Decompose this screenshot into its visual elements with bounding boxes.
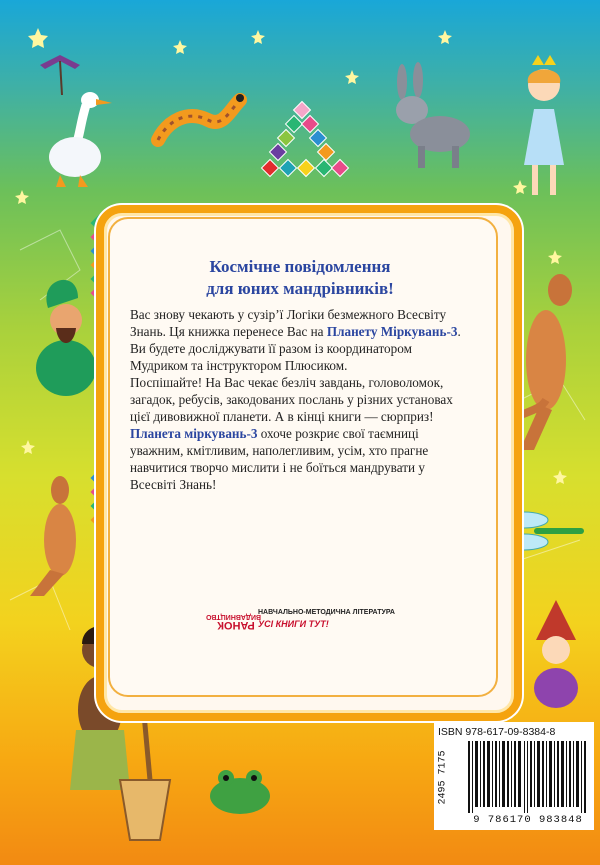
publisher-brand: РАНОК: [217, 619, 255, 632]
publisher-category: НАВЧАЛЬНО-МЕТОДИЧНА ЛІТЕРАТУРА: [258, 609, 395, 616]
publisher-logo: [206, 604, 395, 662]
star-icon: [345, 70, 359, 84]
star-icon: [21, 440, 35, 454]
publisher-slogan: УСІ КНИГИ ТУТ!: [258, 619, 329, 629]
paragraph-1-text-b: . Ви будете досліджувати її разом із координатором Мудриком та інструктором Плюсиком.: [130, 324, 461, 373]
paragraph-3-text: охоче розкриє свої таємниці уважним, кмітливим, наполегливим, усім, хто прагне навчитися творчо мислити і не боїться мандрувати у Всесвіті Знань!: [130, 426, 429, 492]
girl-illustration: [494, 45, 594, 205]
paragraph-3: [130, 425, 470, 493]
cover-title: [110, 256, 490, 300]
publisher-vertical: [206, 604, 261, 662]
donkey-illustration: [378, 62, 478, 172]
star-icon: [438, 30, 452, 44]
cover-description: [130, 306, 470, 493]
star-icon: [251, 30, 265, 44]
publisher-vertical-label: ВИДАВНИЦТВО: [206, 613, 261, 620]
barcode-number: 9 786170 983848: [473, 814, 583, 826]
paragraph-1: [130, 306, 470, 374]
gnome-illustration: [516, 600, 596, 710]
triangle-logo: [254, 100, 350, 186]
book-title-highlight-2: Планета міркувань-3: [130, 426, 258, 441]
star-icon: [28, 28, 48, 48]
book-title-highlight: Планету Міркувань-3: [326, 324, 458, 339]
star-icon: [553, 470, 567, 484]
star-icon: [173, 40, 187, 54]
barcode-side-text: 2495 7175: [437, 750, 449, 805]
paragraph-1-text-a: Вас знову чекають у сузір’ї Логіки безмежного Всесвіту Знань. Ця книжка перенесе Вас на: [130, 307, 447, 339]
goose-illustration: [20, 55, 130, 195]
barcode-side-code: [432, 748, 462, 808]
paragraph-2: Поспішайте! На Вас чекає безліч завдань, головоломок, загадок, ребусів, закодованих послань у різних установах цієї дивовижної планети. А в кінці книги — сюрприз!: [130, 375, 453, 424]
title-line-2: для юних мандрівників!: [206, 279, 394, 298]
barcode-icon: [466, 741, 590, 813]
frog-illustration: [200, 760, 280, 820]
isbn-label: ISBN 978-617-09-8384-8: [438, 726, 556, 738]
small-kangaroo-illustration: [20, 470, 100, 600]
title-line-1: Космічне повідомлення: [209, 257, 391, 276]
lizard-illustration: [148, 80, 248, 160]
